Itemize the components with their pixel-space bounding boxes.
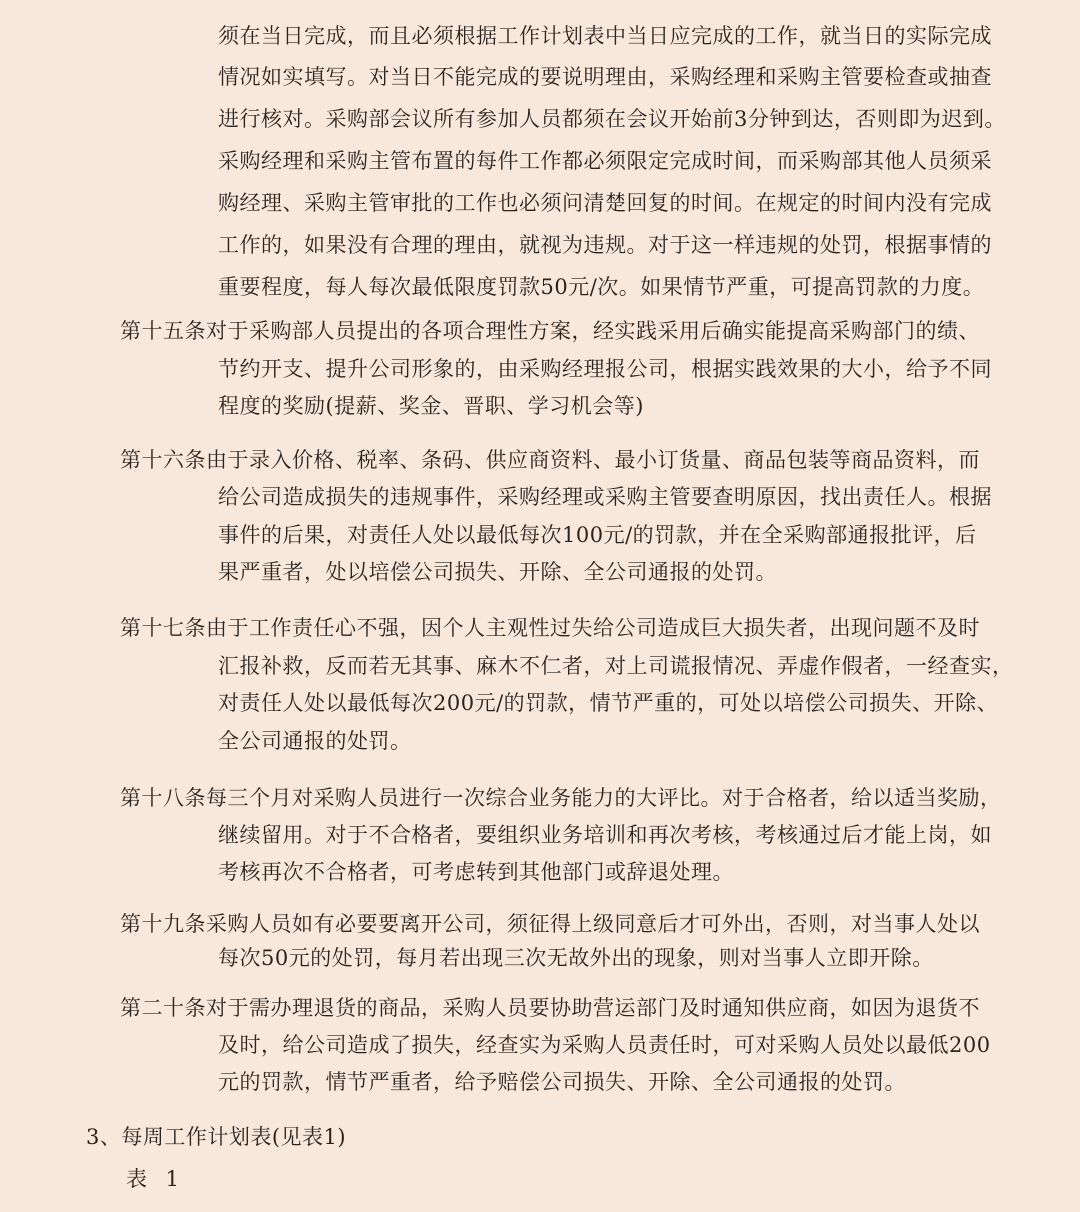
article-20-line: 第二十条对于需办理退货的商品，采购人员要协助营运部门及时通知供应商，如因为退货不 <box>120 996 980 1020</box>
article-20-line: 及时，给公司造成了损失，经查实为采购人员责任时，可对采购人员处以最低200 <box>218 1033 991 1057</box>
table-label: 表 1 <box>126 1167 186 1191</box>
article-18-line: 第十八条每三个月对采购人员进行一次综合业务能力的大评比。对于合格者，给以适当奖励， <box>120 786 1002 810</box>
article-18-line: 继续留用。对于不合格者，要组织业务培训和再次考核，考核通过后才能上岗，如 <box>218 823 992 847</box>
paragraph-line: 进行核对。采购部会议所有参加人员都须在会议开始前3分钟到达，否则即为迟到。 <box>218 107 1006 131</box>
paragraph-line: 采购经理和采购主管布置的每件工作都必须限定完成时间，而采购部其他人员须采 <box>218 149 992 173</box>
article-17-line: 汇报补救，反而若无其事、麻木不仁者，对上司谎报情况、弄虚作假者，一经查实， <box>218 654 1014 678</box>
article-16-line: 给公司造成损失的违规事件，采购经理或采购主管要查明原因，找出责任人。根据 <box>218 485 992 509</box>
article-20-line: 元的罚款，情节严重者，给予赔偿公司损失、开除、全公司通报的处罚。 <box>218 1070 906 1094</box>
paragraph-line: 情况如实填写。对当日不能完成的要说明理由，采购经理和采购主管要检查或抽查 <box>218 65 992 89</box>
article-18-line: 考核再次不合格者，可考虑转到其他部门或辞退处理。 <box>218 860 734 884</box>
article-19-line: 每次50元的处罚，每月若出现三次无故外出的现象，则对当事人立即开除。 <box>218 946 934 970</box>
paragraph-line: 须在当日完成，而且必须根据工作计划表中当日应完成的工作，就当日的实际完成 <box>218 24 992 48</box>
article-19-line: 第十九条采购人员如有必要要离开公司，须征得上级同意后才可外出，否则，对当事人处以 <box>120 912 980 936</box>
paragraph-line: 购经理、采购主管审批的工作也必须问清楚回复的时间。在规定的时间内没有完成 <box>218 191 992 215</box>
paragraph-line: 工作的，如果没有合理的理由，就视为违规。对于这一样违规的处罚，根据事情的 <box>218 233 992 257</box>
article-17-line: 第十七条由于工作责任心不强，因个人主观性过失给公司造成巨大损失者，出现问题不及时 <box>120 616 980 640</box>
article-15-line: 第十五条对于采购部人员提出的各项合理性方案，经实践采用后确实能提高采购部门的绩、 <box>120 319 980 343</box>
article-16-line: 第十六条由于录入价格、税率、条码、供应商资料、最小订货量、商品包装等商品资料，而 <box>120 448 980 472</box>
paragraph-line: 重要程度，每人每次最低限度罚款50元/次。如果情节严重，可提高罚款的力度。 <box>218 275 985 299</box>
article-15-line: 节约开支、提升公司形象的，由采购经理报公司，根据实践效果的大小，给予不同 <box>218 357 992 381</box>
article-17-line: 对责任人处以最低每次200元/的罚款，情节严重的，可处以培偿公司损失、开除、 <box>218 691 999 715</box>
article-16-line: 事件的后果，对责任人处以最低每次100元/的罚款，并在全采购部通报批评，后 <box>218 523 977 547</box>
article-15-line: 程度的奖励(提薪、奖金、晋职、学习机会等) <box>218 394 644 418</box>
article-16-line: 果严重者，处以培偿公司损失、开除、全公司通报的处罚。 <box>218 560 777 584</box>
article-17-line: 全公司通报的处罚。 <box>218 729 412 753</box>
section-heading: 3、每周工作计划表(见表1) <box>86 1125 347 1149</box>
